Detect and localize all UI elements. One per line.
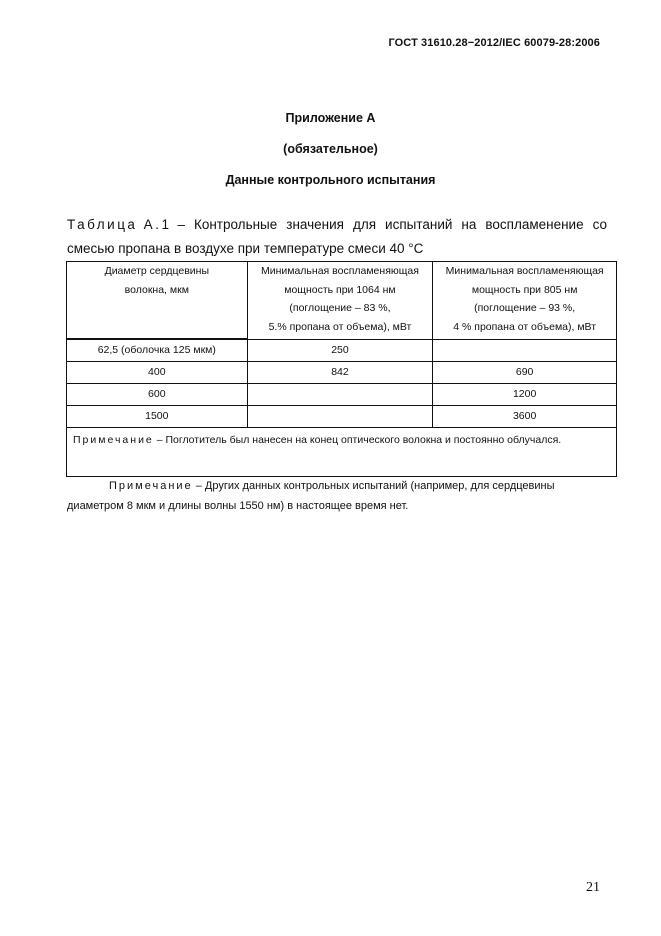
annex-status: (обязательное): [283, 142, 378, 156]
table-row: [67, 362, 617, 384]
page-number: 21: [586, 880, 600, 895]
standard-code: ГОСТ 31610.28−2012/IEC 60079-28:2006: [388, 37, 600, 49]
table-cell: 600: [67, 384, 248, 406]
column-header-1064nm: Минимальная воспламеняющая мощность при 1064 нм (поглощение – 83 %, 5.% пропана от объема), мВт: [247, 262, 433, 340]
table-cell: 1500: [67, 406, 248, 428]
table-cell: 62,5 (оболочка 125 мкм): [67, 339, 248, 362]
table-caption-label: Таблица А.1: [67, 217, 172, 232]
footnote-text-line1: – Других данных контрольных испытаний (например, для сердцевины: [192, 480, 555, 492]
table-cell: 842: [247, 362, 433, 384]
table-cell: 1200: [433, 384, 617, 406]
table-cell: [247, 384, 433, 406]
footnote: [67, 476, 587, 516]
footnote-label: Примечание: [109, 480, 193, 492]
column-header-805nm: Минимальная воспламеняющая мощность при 805 нм (поглощение – 93 %, 4 % пропана от объема), мВт: [433, 262, 617, 340]
table-cell: 690: [433, 362, 617, 384]
table-caption: [67, 213, 607, 261]
table-cell: 3600: [433, 406, 617, 428]
table-cell: [247, 406, 433, 428]
table-cell: 250: [247, 339, 433, 362]
table-header-row: [67, 262, 617, 340]
column-header-diameter: Диаметр сердцевины волокна, мкм: [67, 262, 248, 340]
footnote-text-line2: диаметром 8 мкм и длины волны 1550 нм) в настоящее время нет.: [67, 500, 409, 512]
table-note: [67, 428, 617, 477]
annex-subtitle: Данные контрольного испытания: [225, 173, 436, 187]
table-note-label: Примечание: [73, 434, 154, 446]
data-table: [66, 261, 617, 477]
table-row: [67, 339, 617, 362]
table-cell: 400: [67, 362, 248, 384]
table-caption-line2: смесью пропана в воздухе при температуре смеси 40 °С: [67, 241, 424, 256]
table-row: [67, 384, 617, 406]
table-row: [67, 406, 617, 428]
table-caption-line1: – Контрольные значения для испытаний на воспламенение со: [177, 217, 607, 232]
annex-title: Приложение А: [285, 111, 376, 125]
table-cell: [433, 339, 617, 362]
table-note-row: [67, 428, 617, 477]
table-note-text: – Поглотитель был нанесен на конец оптического волокна и постоянно облучался.: [153, 434, 562, 446]
